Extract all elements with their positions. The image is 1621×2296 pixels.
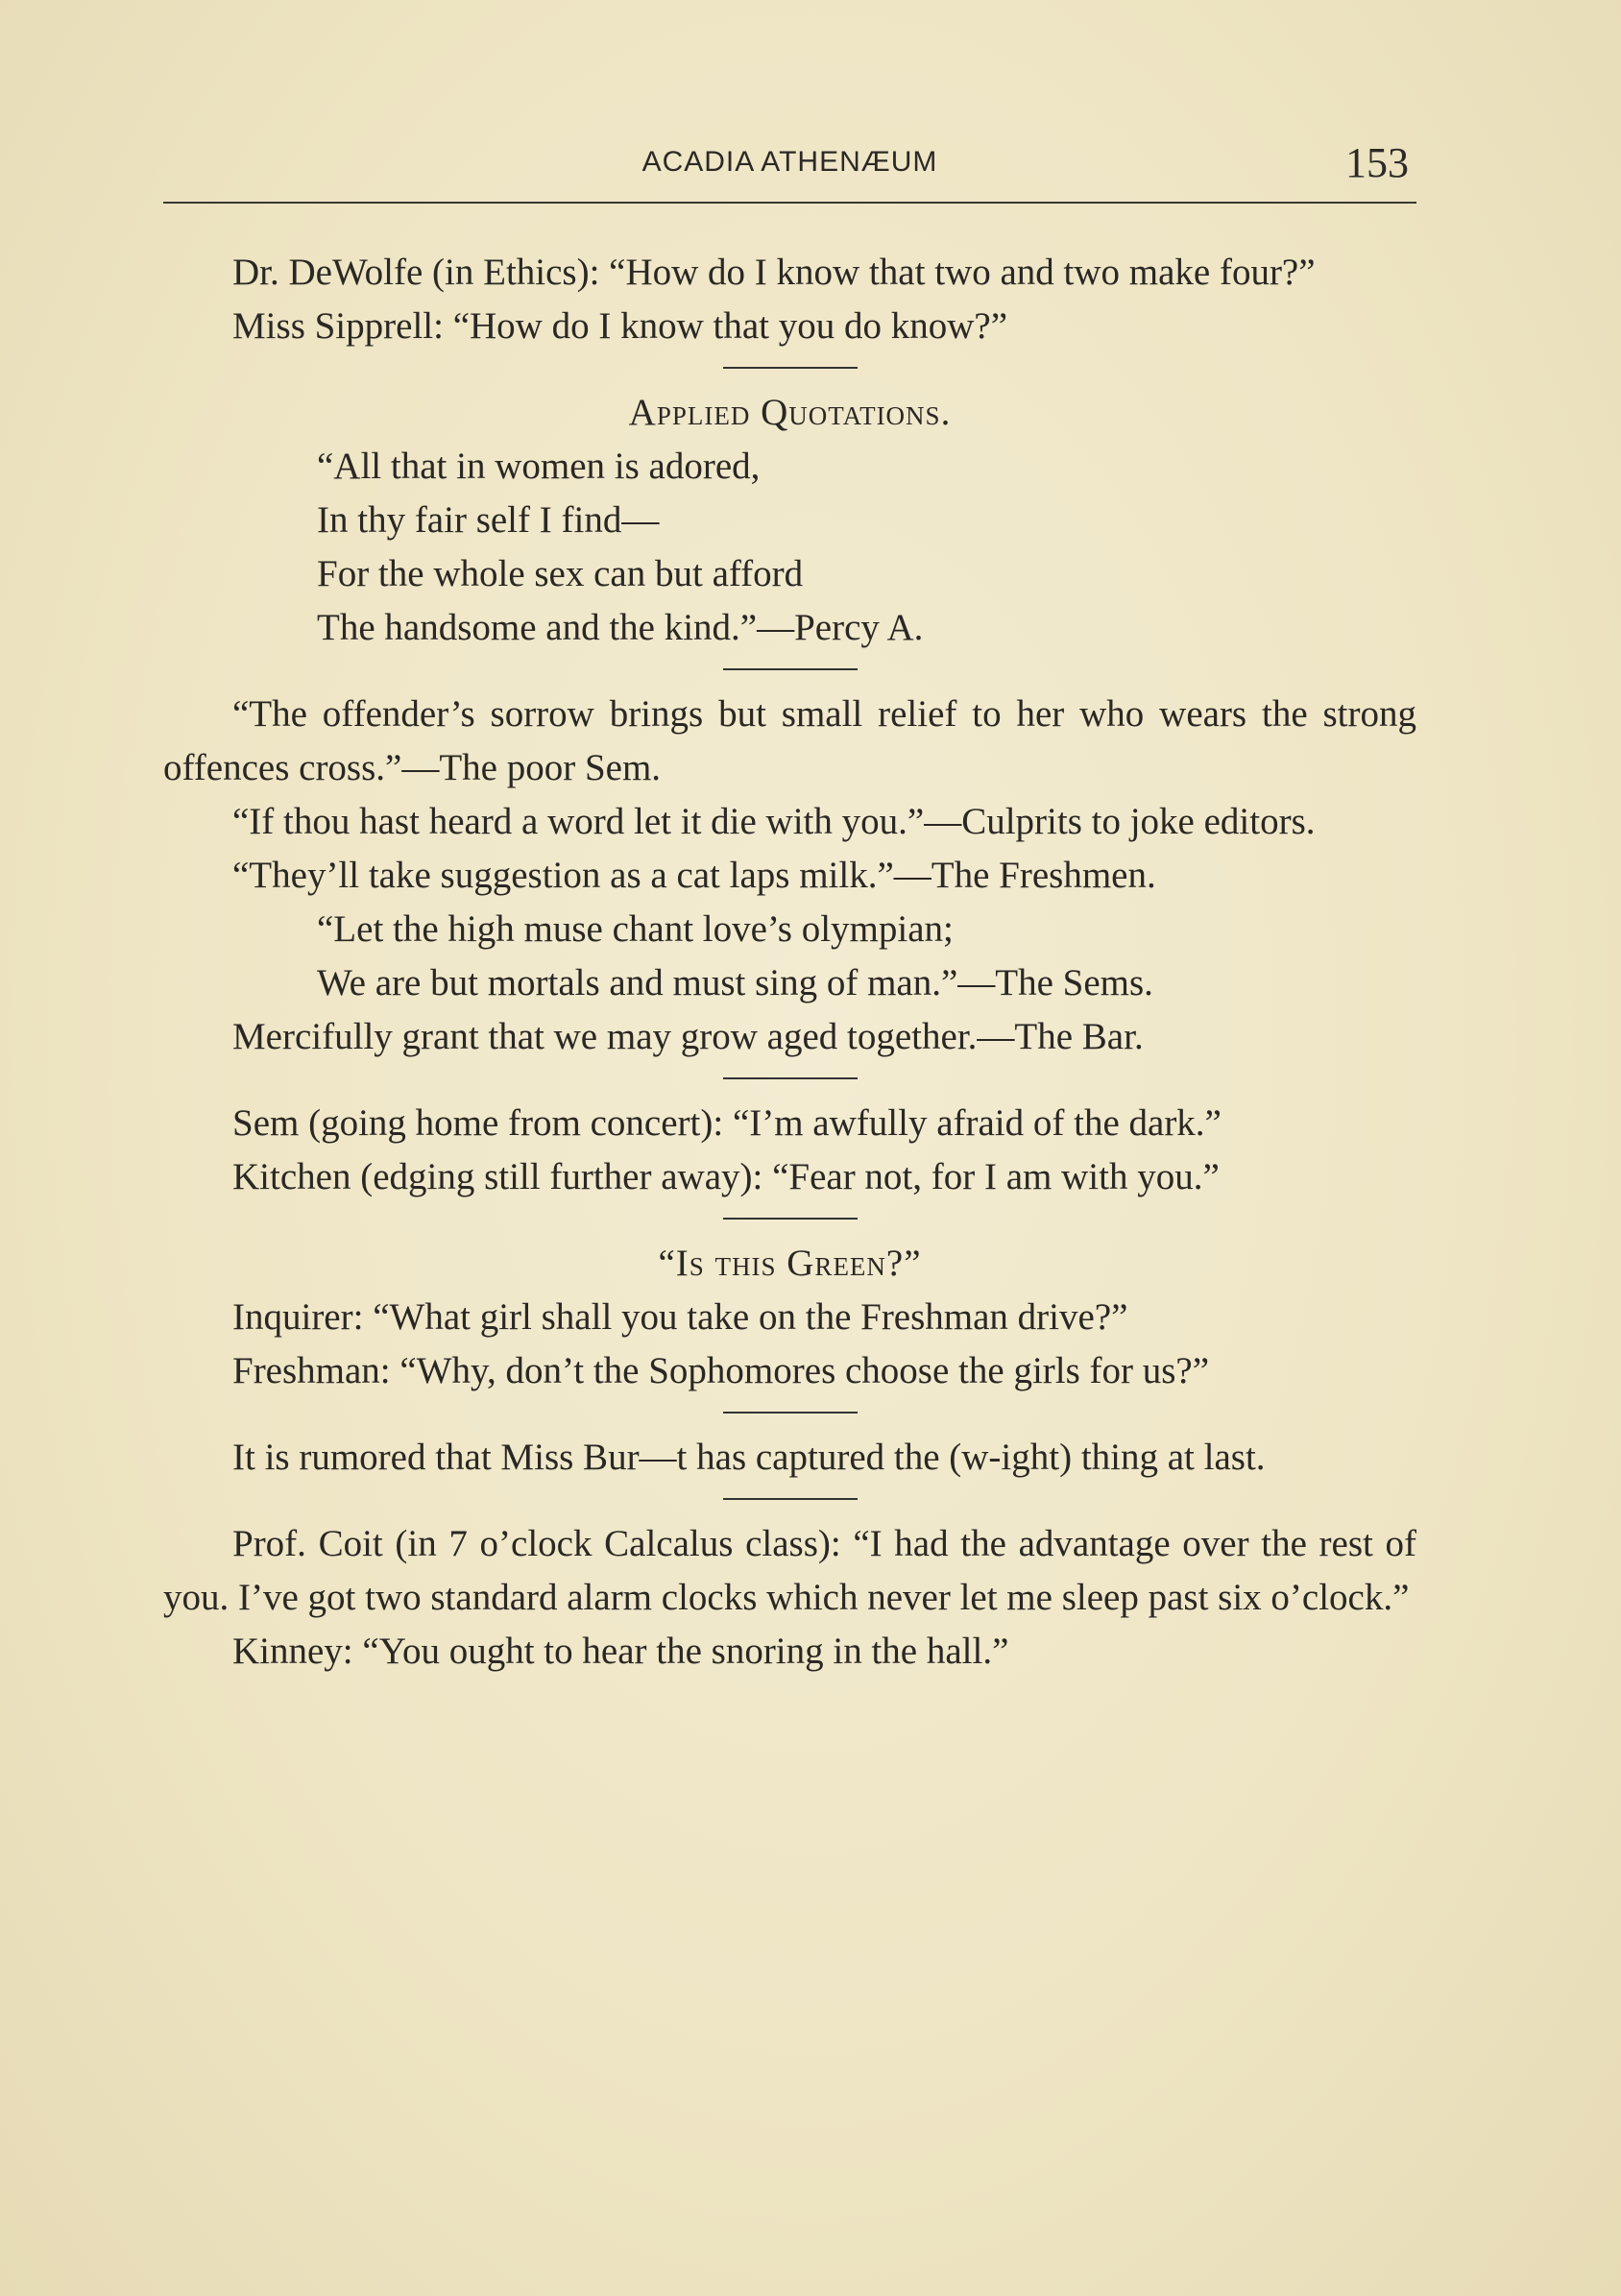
verse-line: We are but mortals and must sing of man.”—The Sems. xyxy=(317,962,1153,1003)
section-divider xyxy=(723,668,858,670)
section-divider xyxy=(723,367,858,369)
paragraph-dewolfe: Dr. DeWolfe (in Ethics): “How do I know that two and two make four?” xyxy=(232,252,1316,293)
section-divider xyxy=(723,1218,858,1220)
paragraph-kitchen: Kitchen (edging still further away): “Fear not, for I am with you.” xyxy=(232,1156,1220,1197)
verse-line: For the whole sex can but afford xyxy=(317,553,804,594)
verse-line: In thy fair self I find— xyxy=(317,499,660,541)
journal-title: ACADIA ATHENÆUM xyxy=(641,146,938,178)
quote-paragraph: “The offender’s sorrow brings but small relief to her who wears the strong offences cross.”—The poor Sem. xyxy=(163,693,1416,788)
section-divider xyxy=(723,1412,858,1414)
paragraph-sipprell: Miss Sipprell: “How do I know that you do know?” xyxy=(232,305,1008,347)
page-body xyxy=(163,246,1416,1679)
running-header xyxy=(163,134,1416,204)
quote-paragraph: “If thou hast heard a word let it die with you.”—Culprits to joke editors. xyxy=(232,801,1316,842)
paragraph-inquirer: Inquirer: “What girl shall you take on the Freshman drive?” xyxy=(232,1296,1128,1338)
page xyxy=(163,134,1416,1679)
paragraph-rumor: It is rumored that Miss Bur—t has captured the (w-ight) thing at last. xyxy=(232,1437,1266,1478)
paragraph-sem: Sem (going home from concert): “I’m awfully afraid of the dark.” xyxy=(232,1102,1222,1144)
section-heading-applied-quotations: Applied Quotations. xyxy=(628,392,952,433)
paragraph-kinney: Kinney: “You ought to hear the snoring in the hall.” xyxy=(232,1631,1009,1672)
section-divider xyxy=(723,1498,858,1500)
verse-line: The handsome and the kind.”—Percy A. xyxy=(317,607,924,648)
quote-paragraph: “They’ll take suggestion as a cat laps milk.”—The Freshmen. xyxy=(232,855,1156,896)
verse-line: “All that in women is adored, xyxy=(317,446,761,487)
paragraph-coit: Prof. Coit (in 7 o’clock Calcalus class): “I had the advantage over the rest of you. I’ve got two standard alarm clocks which never let me sleep past six o’clock.” xyxy=(163,1523,1416,1618)
paragraph-freshman: Freshman: “Why, don’t the Sophomores choose the girls for us?” xyxy=(232,1350,1210,1391)
quote-paragraph-bar: Mercifully grant that we may grow aged together.—The Bar. xyxy=(232,1016,1144,1057)
section-heading-is-this-green: “Is this Green?” xyxy=(658,1243,922,1284)
verse-line: “Let the high muse chant love’s olympian; xyxy=(317,908,954,950)
page-number: 153 xyxy=(1345,139,1409,186)
section-divider xyxy=(723,1077,858,1079)
